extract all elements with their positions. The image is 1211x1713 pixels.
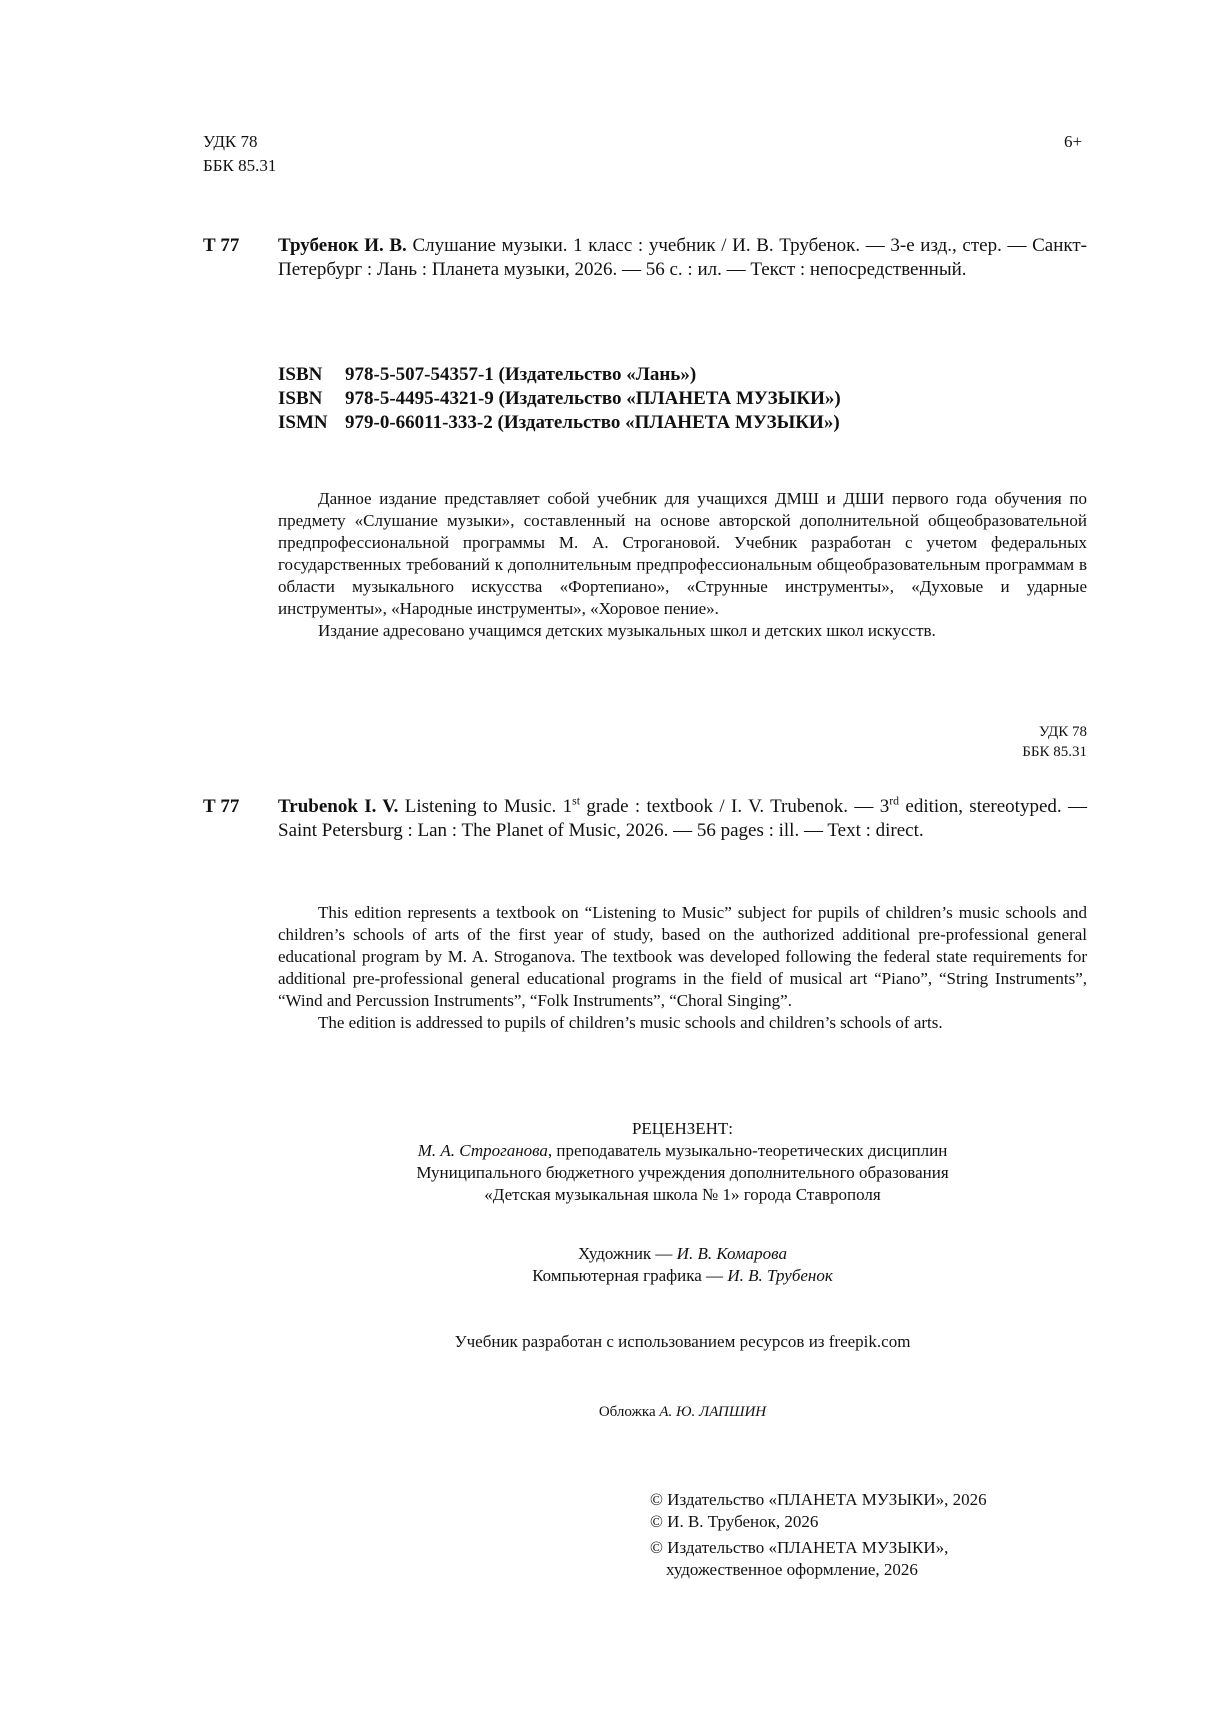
bbk-code-en: ББК 85.31 (1022, 744, 1087, 760)
ordinal-suffix: rd (889, 794, 900, 808)
cover-designer: А. Ю. ЛАПШИН (659, 1404, 767, 1420)
udk-code-en: УДК 78 (1038, 724, 1087, 740)
copyright-line: © Издательство «ПЛАНЕТА МУЗЫКИ», (650, 1538, 949, 1557)
copyright-line: © Издательство «ПЛАНЕТА МУЗЫКИ», 2026 (650, 1490, 987, 1509)
reviewer-name: М. А. Строганова (417, 1141, 548, 1160)
ismn-line: ISMN 979-0-66011-333-2 (Издательство «ПЛАНЕТА МУЗЫКИ») (278, 412, 840, 433)
artist-credit: Художник — И. В. Комарова (578, 1244, 787, 1263)
bbk-code: ББК 85.31 (203, 156, 277, 175)
age-rating: 6+ (1064, 132, 1083, 151)
isbn-line: ISBN 978-5-4495-4321-9 (Издательство «ПЛАНЕТА МУЗЫКИ») (278, 388, 841, 409)
bibliographic-record-en (278, 795, 1087, 843)
reviewer-block (278, 1118, 1087, 1206)
copyright-line: © И. В. Трубенок, 2026 (650, 1512, 819, 1531)
bibliographic-record-ru (278, 234, 1087, 282)
abstract-ru (278, 488, 1087, 642)
artist-name: И. В. Комарова (676, 1244, 787, 1263)
abstract-en (278, 902, 1087, 1034)
copyright-line: художественное оформление, 2026 (666, 1560, 918, 1579)
abstract-ru-paragraph-1: Данное издание представляет собой учебник для учащихся ДМШ и ДШИ первого года обучения по предмету «Слушание музыки», составленный на основе авторской дополнительной общеобразовательной предпрофессиональной программы М. А. Строгановой. Учебник разработан с учетом федеральных государственных требований к дополнительным предпрофессиональным общеобразовательным программам в области музыкального искусства «Фортепиано», «Струнные инструменты», «Духовые и ударные инструменты», «Народные инструменты», «Хоровое пение». (278, 489, 1087, 618)
reviewer-line-3: «Детская музыкальная школа № 1» города Ставрополя (484, 1185, 881, 1204)
description-en-c: edition, stereotyped. — Saint Petersburg : Lan : The Planet of Music, 2026. — 56 pages : ill. — Text : direct. (278, 796, 1087, 841)
description-ru: Слушание музыки. 1 класс : учебник / И. В. Трубенок. — 3-е изд., стер. — Санкт-Петербург : Лань : Планета музыки, 2026. — 56 с. : ил. — Текст : непосредственный. (278, 235, 1088, 280)
abstract-en-paragraph-1: This edition represents a textbook on “Listening to Music” subject for pupils of children’s music schools and children’s schools of arts of the first year of study, based on the authorized additional pre-professional general educational program by M. A. Stroganova. The textbook was developed following the federal state requirements for additional pre-professional general educational programs in the field of musical art “Piano”, “String Instruments”, “Wind and Percussion Instruments”, “Folk Instruments”, “Choral Singing”. (278, 903, 1087, 1010)
reviewer-line-2: Муниципального бюджетного учреждения дополнительного образования (416, 1163, 949, 1182)
isbn-block (278, 363, 841, 435)
reviewer-heading: РЕЦЕНЗЕНТ: (631, 1119, 734, 1138)
reviewer-line-1: М. А. Строганова, преподаватель музыкально-теоретических дисциплин (417, 1141, 948, 1160)
abstract-ru-paragraph-2: Издание адресовано учащимся детских музыкальных школ и детских школ искусств. (318, 621, 936, 640)
cover-credit: Обложка А. Ю. ЛАПШИН (598, 1404, 767, 1420)
description-en-a: Listening to Music. 1 (404, 796, 573, 817)
graphics-name: И. В. Трубенок (727, 1266, 833, 1285)
ordinal-suffix: st (572, 794, 580, 808)
abstract-en-paragraph-2: The edition is addressed to pupils of children’s music schools and children’s schools of arts. (318, 1013, 943, 1032)
resources-note: Учебник разработан с использованием ресурсов из freepik.com (454, 1332, 911, 1351)
graphics-credit: Компьютерная графика — И. В. Трубенок (532, 1266, 833, 1285)
udk-code: УДК 78 (203, 132, 258, 151)
credits-block (278, 1243, 1087, 1287)
author-ru: Трубенок И. В. (278, 235, 407, 256)
author-en: Trubenok I. V. (278, 796, 399, 817)
copyright-block (650, 1489, 987, 1581)
isbn-line: ISBN 978-5-507-54357-1 (Издательство «Лань») (278, 364, 697, 385)
author-code-ru: Т 77 (203, 235, 240, 256)
author-code-en: Т 77 (203, 796, 240, 817)
description-en-b: grade : textbook / I. V. Trubenok. — 3 (580, 796, 890, 817)
